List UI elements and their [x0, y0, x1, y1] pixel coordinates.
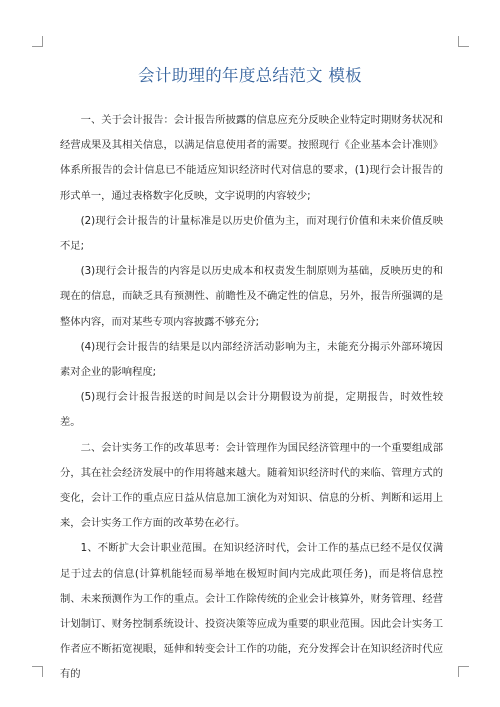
document-body: [60, 108, 443, 688]
paragraph-reform-thoughts: 二、会计实务工作的改革思考：会计管理作为国民经济管理中的一个重要组成部分，其在社会经济发展中的作用将越来越大。随着知识经济时代的来临、管理方式的变化，会计工作的重点应日益从信息加工演化为对知识、信息的分析、判断和运用上来，会计实务工作方面的改革势在必行。: [60, 441, 443, 530]
paragraph-report-content: (3)现行会计报告的内容是以历史成本和权责发生制原则为基础，反映历史的和现在的信息，而缺乏具有预测性、前瞻性及不确定性的信息，另外，报告所强调的是整体内容，而对某些专项内容披露不够充分;: [60, 265, 443, 328]
crop-mark-bottom-left: [32, 666, 43, 677]
paragraph-measurement-standard: (2)现行会计报告的计量标准是以历史价值为主，而对现行价值和未来价值反映不足;: [60, 214, 443, 253]
document-title: 会计助理的年度总结范文 模板: [138, 66, 362, 85]
crop-mark-top-right: [458, 36, 469, 47]
paragraph-report-results: (4)现行会计报告的结果是以内部经济活动影响为主，未能充分揭示外部环境因素对企业的影响程度;: [60, 340, 443, 379]
crop-mark-top-left: [32, 36, 43, 47]
paragraph-accounting-report: 一、关于会计报告：会计报告所披露的信息应充分反映企业特定时期财务状况和经营成果及其相关信息，以满足信息使用者的需要。按照现行《企业基本会计准则》体系所报告的会计信息已不能适应知识经济时代对信息的要求，(1)现行会计报告的形式单一，通过表格数字化反映，文字说明的内容较少;: [60, 114, 443, 202]
paragraph-report-timing: (5)现行会计报告报送的时间是以会计分期假设为前提，定期报告，时效性较差。: [60, 391, 443, 429]
crop-mark-bottom-right: [458, 666, 469, 677]
paragraph-expand-scope: 1、不断扩大会计职业范围。在知识经济时代，会计工作的基点已经不是仅仅满足于过去的信息(计算机能轻而易举地在极短时间内完成此项任务)，而是将信息控制、未来预测作为工作的重点。会计工作除传统的企业会计核算外，财务管理、经营计划制订、财务控制系统设计、投资决策等应成为重要的职业范围。因此会计实务工作者应不断拓宽视眼，延伸和转变会计工作的功能，充分发挥会计在知识经济时代应有的: [60, 542, 443, 681]
